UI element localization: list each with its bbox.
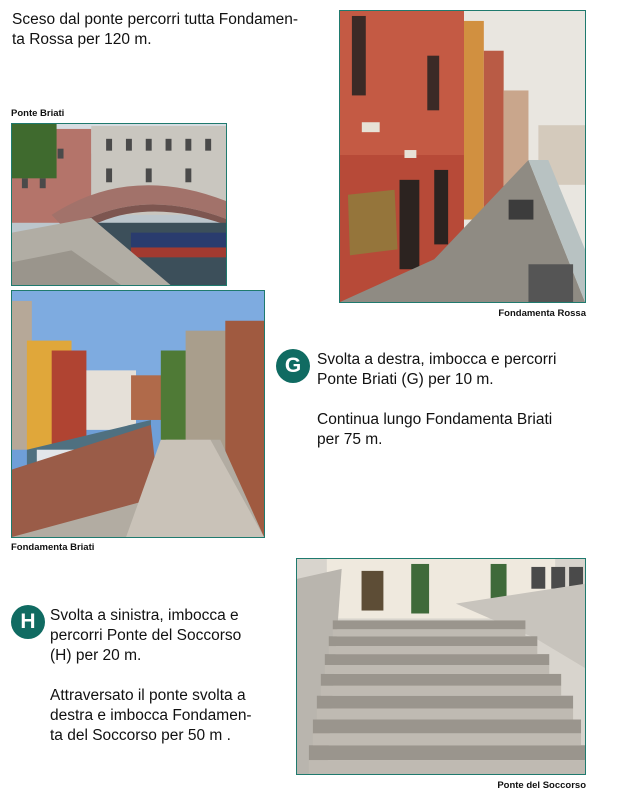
step-h-line: percorri Ponte del Soccorso <box>50 627 242 644</box>
caption-ponte-briati: Ponte Briati <box>11 108 65 119</box>
step-h-line: destra e imbocca Fondamen- <box>50 707 252 724</box>
caption-fondamenta-rossa: Fondamenta Rossa <box>498 308 586 319</box>
photo-fondamenta-briati <box>11 290 265 538</box>
step-g-line: Svolta a destra, imbocca e percorri <box>317 351 557 368</box>
photo-fondamenta-rossa <box>339 10 586 303</box>
step-h-line: Svolta a sinistra, imbocca e <box>50 607 239 624</box>
step-h-line: ta del Soccorso per 50 m . <box>50 727 231 744</box>
step-h-text <box>50 606 284 746</box>
step-g-text <box>317 350 583 450</box>
step-h-marker: H <box>11 605 45 639</box>
step-g-line: Continua lungo Fondamenta Briati <box>317 411 553 428</box>
photo-ponte-del-soccorso <box>296 558 586 775</box>
step-g-line: Ponte Briati (G) per 10 m. <box>317 371 494 388</box>
step-g-marker: G <box>276 349 310 383</box>
intro-line: Sceso dal ponte percorri tutta Fondamen- <box>12 11 299 28</box>
caption-fondamenta-briati: Fondamenta Briati <box>11 542 95 553</box>
step-h-line: (H) per 20 m. <box>50 647 142 664</box>
step-g-line: per 75 m. <box>317 431 383 448</box>
caption-ponte-del-soccorso: Ponte del Soccorso <box>497 780 586 791</box>
intro-line: ta Rossa per 120 m. <box>12 31 152 48</box>
step-h-line: Attraversato il ponte svolta a <box>50 687 246 704</box>
intro-text <box>12 10 330 50</box>
photo-ponte-briati <box>11 123 227 286</box>
